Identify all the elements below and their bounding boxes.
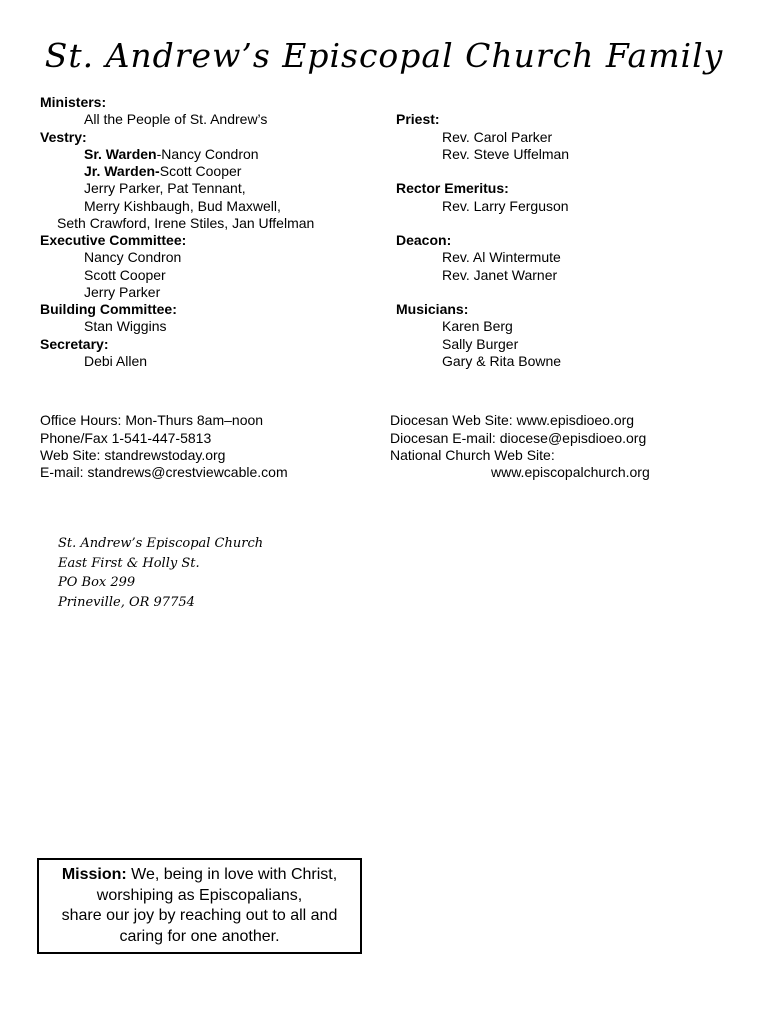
sr-warden-name: -Nancy Condron <box>156 146 259 162</box>
mission-line: worshiping as Episcopalians, <box>96 886 303 904</box>
building-committee-member: Stan Wiggins <box>84 318 167 334</box>
address-line: PO Box 299 <box>58 575 136 590</box>
jr-warden-label: Jr. Warden- <box>84 163 160 179</box>
mission-line <box>39 865 360 886</box>
secretary-member: Debi Allen <box>84 353 148 369</box>
vestry-member: Jerry Parker, Pat Tennant, <box>84 180 246 196</box>
sr-warden-label: Sr. Warden <box>84 146 157 162</box>
rector-emeritus-heading: Rector Emeritus: <box>396 180 509 196</box>
priest-heading: Priest: <box>396 111 440 127</box>
vestry-member: Merry Kishbaugh, Bud Maxwell, <box>84 198 281 214</box>
sr-warden-line <box>84 146 259 163</box>
mission-line: share our joy by reaching out to all and <box>61 907 338 924</box>
executive-committee-member: Nancy Condron <box>84 249 182 265</box>
national-church-url: www.episcopalchurch.org <box>491 464 650 480</box>
phone-fax: Phone/Fax 1-541-447-5813 <box>40 430 212 446</box>
secretary-heading: Secretary: <box>40 336 109 352</box>
priest-member: Rev. Steve Uffelman <box>442 146 570 162</box>
priest-member: Rev. Carol Parker <box>442 129 553 145</box>
musicians-member: Gary & Rita Bowne <box>442 353 562 369</box>
address-line: Prineville, OR 97754 <box>58 595 195 610</box>
musicians-heading: Musicians: <box>396 301 469 317</box>
page-title: St. Andrew’s Episcopal Church Family <box>44 36 724 75</box>
diocesan-web-site: Diocesan Web Site: www.episdioeo.org <box>390 412 635 428</box>
address-line: East First & Holly St. <box>58 556 200 571</box>
musicians-member: Karen Berg <box>442 318 513 334</box>
rector-emeritus-member: Rev. Larry Ferguson <box>442 198 569 214</box>
address-line: St. Andrew’s Episcopal Church <box>58 536 264 551</box>
building-committee-heading: Building Committee: <box>40 301 177 317</box>
mission-box <box>37 858 362 954</box>
deacon-heading: Deacon: <box>396 232 452 248</box>
mission-text: We, being in love with Christ, <box>131 866 338 883</box>
vestry-heading: Vestry: <box>40 129 87 145</box>
executive-committee-member: Scott Cooper <box>84 267 166 283</box>
diocesan-email: Diocesan E-mail: diocese@episdioeo.org <box>390 430 647 446</box>
parish-web-site: Web Site: standrewstoday.org <box>40 447 226 463</box>
deacon-member: Rev. Janet Warner <box>442 267 558 283</box>
ministers-heading: Ministers: <box>40 94 107 110</box>
jr-warden-line <box>84 163 241 180</box>
office-hours: Office Hours: Mon-Thurs 8am–noon <box>40 412 264 428</box>
mission-line: caring for one another. <box>119 927 280 945</box>
executive-committee-heading: Executive Committee: <box>40 232 187 248</box>
musicians-member: Sally Burger <box>442 336 519 352</box>
ministers-value: All the People of St. Andrew’s <box>84 111 268 127</box>
national-church-label: National Church Web Site: <box>390 447 555 463</box>
mission-label: Mission: <box>61 866 127 883</box>
executive-committee-member: Jerry Parker <box>84 284 161 300</box>
deacon-member: Rev. Al Wintermute <box>442 249 561 265</box>
vestry-member: Seth Crawford, Irene Stiles, Jan Uffelman <box>57 215 315 231</box>
jr-warden-name: Scott Cooper <box>159 163 242 179</box>
parish-email: E-mail: standrews@crestviewcable.com <box>40 464 288 480</box>
